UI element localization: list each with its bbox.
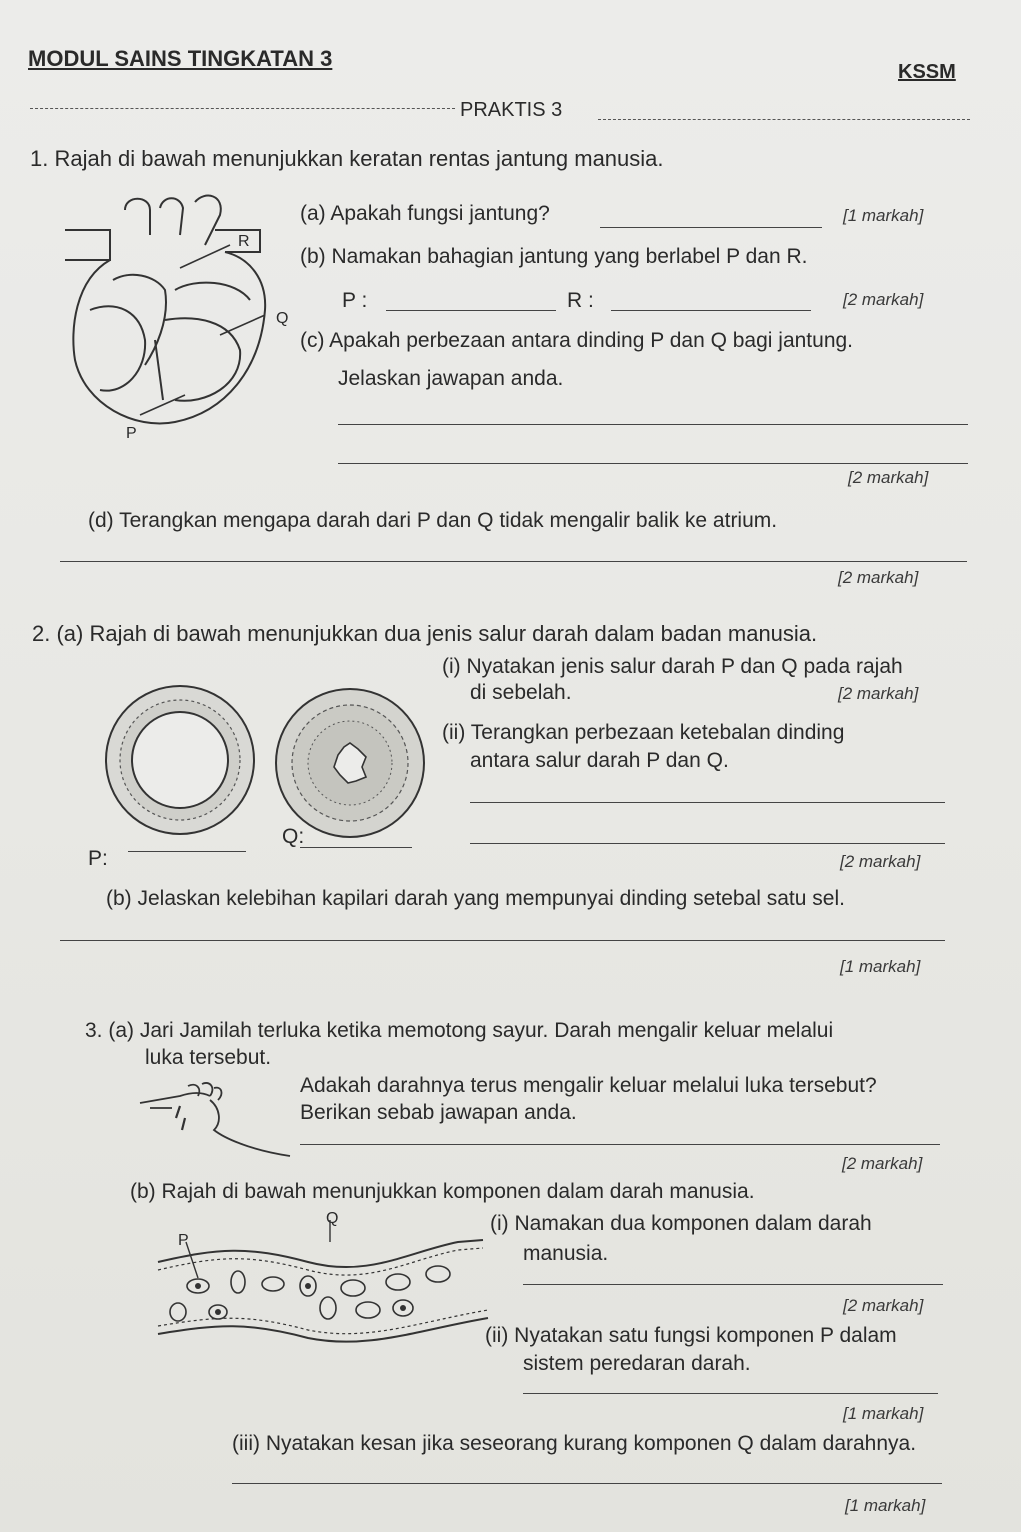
q2-q-label: Q: [282, 825, 305, 848]
vessel-p-cross-section [106, 686, 254, 834]
q2aii-question-line1: (ii) Terangkan perbezaan ketebalan dinding [442, 721, 845, 744]
q3a-question-line3: Adakah darahnya terus mengalir keluar melalui luka tersebut? [300, 1074, 877, 1097]
q1b-p-label: P : [342, 289, 368, 312]
header-rule-right [598, 119, 970, 120]
q3a-question-line4: Berikan sebab jawapan anda. [300, 1101, 577, 1124]
q3bi-answer-line[interactable] [523, 1284, 943, 1285]
q2-p-answer-line[interactable] [128, 851, 246, 852]
q1a-question: (a) Apakah fungsi jantung? [300, 202, 550, 225]
q1b-r-label: R : [567, 289, 594, 312]
q3b-stem: (b) Rajah di bawah menunjukkan komponen dalam darah manusia. [130, 1180, 755, 1203]
blood-vessels-diagram [100, 675, 420, 848]
q1b-r-answer-line[interactable] [611, 310, 811, 311]
heart-label-q: Q [276, 310, 289, 327]
q2b-question: (b) Jelaskan kelebihan kapilari darah yang mempunyai dinding setebal satu sel. [106, 887, 845, 910]
q3a-question-line1: 3. (a) Jari Jamilah terluka ketika memotong sayur. Darah mengalir keluar melalui [85, 1019, 834, 1042]
cut-finger-illustration [140, 1078, 290, 1168]
q1d-answer-line[interactable] [60, 561, 967, 562]
capillary-walls [158, 1240, 488, 1342]
heart-label-r: R [238, 233, 250, 250]
q2ai-question-line1: (i) Nyatakan jenis salur darah P dan Q pada rajah [442, 655, 903, 678]
q3a-question-line2: luka tersebut. [145, 1046, 272, 1069]
q2ai-marks: [2 markah] [838, 684, 919, 703]
heart-diagram [55, 190, 285, 450]
q3a-marks: [2 markah] [842, 1154, 923, 1173]
q2aii-answer-line-1[interactable] [470, 802, 945, 803]
q1b-question: (b) Namakan bahagian jantung yang berlabel P dan R. [300, 245, 808, 268]
q2a-stem: 2. (a) Rajah di bawah menunjukkan dua jenis salur darah dalam badan manusia. [32, 621, 818, 646]
q1-stem: 1. Rajah di bawah menunjukkan keratan rentas jantung manusia. [30, 146, 664, 171]
q3a-answer-line[interactable] [300, 1144, 940, 1145]
q2b-answer-line[interactable] [60, 940, 945, 941]
heart-label-p: P [126, 425, 137, 442]
q1c-instruction: Jelaskan jawapan anda. [338, 367, 564, 390]
q1c-answer-line-1[interactable] [338, 424, 968, 425]
q1b-p-answer-line[interactable] [386, 310, 556, 311]
q1c-answer-line-2[interactable] [338, 463, 968, 464]
q2aii-question-line2: antara salur darah P dan Q. [470, 749, 729, 772]
blood-label-q: Q [326, 1210, 339, 1227]
q3bii-question-line1: (ii) Nyatakan satu fungsi komponen P dalam [485, 1324, 897, 1347]
q2aii-answer-line-2[interactable] [470, 843, 945, 844]
q2-p-label: P: [88, 847, 108, 870]
q3biii-marks: [1 markah] [845, 1496, 926, 1515]
q1c-question: (c) Apakah perbezaan antara dinding P dan Q bagi jantung. [300, 329, 854, 352]
q3biii-answer-line[interactable] [232, 1483, 942, 1484]
module-title: MODUL SAINS TINGKATAN 3 [28, 46, 333, 71]
q3bi-question-line2: manusia. [523, 1242, 609, 1265]
q2ai-question-line2: di sebelah. [470, 681, 572, 704]
q3bi-marks: [2 markah] [843, 1296, 924, 1315]
q1a-answer-line[interactable] [600, 227, 822, 228]
blood-label-p: P [178, 1232, 189, 1249]
q1a-marks: [1 markah] [843, 206, 924, 225]
q3biii-question: (iii) Nyatakan kesan jika seseorang kurang komponen Q dalam darahnya. [232, 1432, 917, 1455]
component-pointers [186, 1220, 330, 1278]
q1d-question: (d) Terangkan mengapa darah dari P dan Q tidak mengalir balik ke atrium. [88, 509, 778, 532]
q2aii-marks: [2 markah] [840, 852, 921, 871]
q2b-marks: [1 markah] [840, 957, 921, 976]
q3bii-marks: [1 markah] [843, 1404, 924, 1423]
header-rule-left [30, 108, 455, 109]
q2-q-answer-line[interactable] [300, 847, 412, 848]
kssm-label: KSSM [898, 61, 956, 83]
blood-components-diagram [158, 1212, 488, 1352]
vessel-q-cross-section [276, 689, 424, 837]
blood-cells [170, 1266, 450, 1321]
q1d-marks: [2 markah] [838, 568, 919, 587]
q3bii-question-line2: sistem peredaran darah. [523, 1352, 751, 1375]
q3bi-question-line1: (i) Namakan dua komponen dalam darah [490, 1212, 872, 1235]
q3bii-answer-line[interactable] [523, 1393, 938, 1394]
q1b-marks: [2 markah] [843, 290, 924, 309]
heart-outline [65, 196, 265, 424]
heart-pointer-lines [140, 245, 265, 415]
q1c-marks: [2 markah] [848, 468, 929, 487]
praktis-title: PRAKTIS 3 [460, 99, 563, 121]
